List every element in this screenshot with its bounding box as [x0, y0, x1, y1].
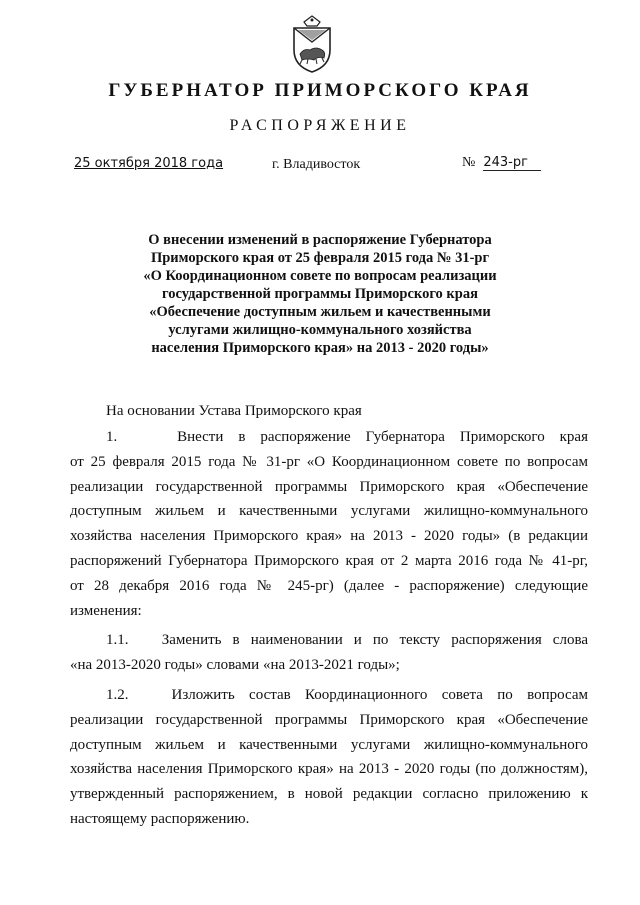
governor-title: ГУБЕРНАТОР ПРИМОРСКОГО КРАЯ	[108, 80, 532, 101]
paragraph-line: реализации государственной программы Приморского края «Обеспечение	[70, 478, 588, 495]
number-value: 243-рг	[483, 155, 541, 171]
paragraph-line: хозяйства населения Приморского края» на 2013 - 2020 годы» (в редакции	[70, 528, 588, 545]
heading-line: Приморского края от 25 февраля 2015 года № 31-рг	[150, 250, 490, 266]
paragraph-line: доступным жильем и качественными услугами жилищно-коммунального	[70, 503, 588, 520]
paragraph-1-2	[70, 683, 588, 832]
paragraph-line: 1. Внести в распоряжение Губернатора Приморского края	[106, 429, 588, 445]
heading-line: «Обеспечение доступным жильем и качественными	[149, 304, 491, 320]
heading-line: О внесении изменений в распоряжение Губернатора	[148, 232, 492, 248]
paragraph-line: 1.2. Изложить состав Координационного совета по вопросам	[106, 687, 588, 703]
paragraph-line: изменения:	[70, 602, 142, 619]
paragraph-line: от 28 декабря 2016 года № 245-рг) (далее - распоряжение) следующие	[70, 577, 588, 594]
paragraph-line: 1.1. Заменить в наименовании и по тексту распоряжения слова	[106, 632, 588, 648]
heading-line: населения Приморского края» на 2013 - 2020 годы»	[151, 340, 489, 356]
paragraph-line: «на 2013-2020 годы» словами «на 2013-2021 годы»;	[70, 656, 400, 673]
number-label: №	[462, 155, 476, 170]
paragraph-line: настоящему распоряжению.	[70, 810, 250, 827]
paragraph-line: реализации государственной программы Приморского края «Обеспечение	[70, 711, 588, 728]
paragraph-line: хозяйства населения Приморского края» на 2013 - 2020 годы (по должностям),	[70, 761, 588, 778]
paragraph-line: распоряжений Губернатора Приморского края от 2 марта 2016 года № 41-рг,	[70, 552, 588, 569]
heading-line: «О Координационном совете по вопросам реализации	[143, 268, 497, 284]
paragraph-line: доступным жильем и качественными услугами жилищно-коммунального	[70, 736, 588, 753]
document-date: 25 октября 2018 года	[74, 156, 224, 171]
document-heading	[60, 231, 580, 357]
document-number	[462, 155, 541, 171]
coat-of-arms-icon	[288, 14, 336, 74]
paragraph-1-1	[70, 628, 588, 678]
heading-line: государственной программы Приморского края	[162, 286, 478, 302]
paragraph-line: утвержденный распоряжением, в новой редакции согласно приложению к	[70, 786, 588, 803]
paragraph-line: от 25 февраля 2015 года № 31-рг «О Координационном совете по вопросам	[70, 453, 588, 470]
basis-text: На основании Устава Приморского края	[106, 403, 362, 419]
paragraph-1	[70, 425, 588, 623]
document-type: РАСПОРЯЖЕНИЕ	[229, 117, 411, 134]
heading-line: услугами жилищно-коммунального хозяйства	[168, 322, 472, 338]
document-city: г. Владивосток	[272, 157, 361, 172]
